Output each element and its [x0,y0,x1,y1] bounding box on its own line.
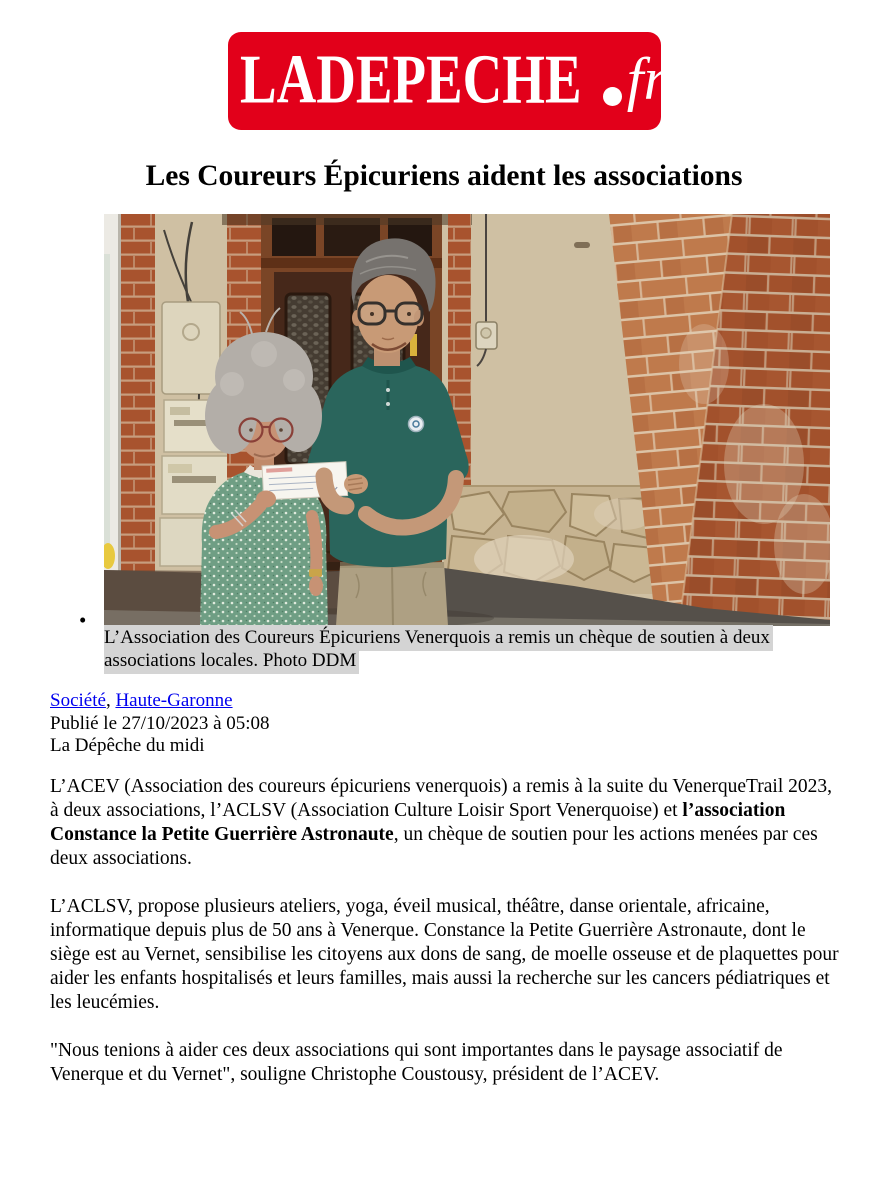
article-media [79,214,840,672]
list-bullet: • [79,608,87,632]
article-body [0,775,888,1087]
category-links [50,690,842,713]
logo-fr-suffix: fr [626,45,667,112]
source-name: La Dépêche du midi [50,735,205,756]
paragraph-2: L’ACLSV, propose plusieurs ateliers, yoga, éveil musical, théâtre, danse orientale, africaine, informatique depuis plus de 50 ans à Venerque. Constance la Petite Guerrière Astronaute, dont le siège est au Vernet, sensibilise les citoyens aux dons de sang, de moelle osseuse et de plaquettes pour aider les enfants hospitalisés et leurs familles, mais aussi la recherche sur les cancers pédiatriques et les leucémies. [50,895,839,1013]
polo-badge [409,417,424,432]
category-separator: , [105,690,116,711]
paragraph-1-bold: l’association Constance la Petite Guerrière Astronaute [50,799,786,845]
photo-caption: L’Association des Coureurs Épicuriens Venerquois a remis un chèque de soutien à deux associations locales. Photo DDM [104,625,773,674]
article-page [0,32,888,1188]
paragraph-3: "Nous tenions à aider ces deux associations qui sont importantes dans le paysage associatif de Venerque et du Vernet", souligne Christophe Coustousy, président de l’ACEV. [50,1039,783,1085]
wristwatch [309,569,322,577]
meter-box [162,302,220,394]
page-title: Les Coureurs Épicuriens aident les associations [145,160,743,192]
paragraph-1-pre: L’ACEV (Association des coureurs épicuriens venerquois) a remis à la suite du VenerqueTrail 2023, à deux associations, l’ACLSV (Association Culture Loisir Sport Venerquoise) et [50,775,832,821]
logo-text: LADEPECHE [240,42,582,119]
paragraph-1-post: , un chèque de soutien pour les actions menées par ces deux associations. [50,823,818,869]
photo-caption-block [104,626,840,672]
ladepeche-logo[interactable] [228,32,667,130]
brick-strip-left [121,214,155,626]
category-link-haute-garonne[interactable]: Haute-Garonne [115,690,233,711]
logo-dot-icon [603,87,622,106]
article-meta [50,690,842,758]
article-photo [104,214,830,626]
category-link-societe[interactable]: Société [50,690,106,711]
paragraph-1 [50,775,844,871]
publish-date: Publié le 27/10/2023 à 05:08 [50,712,270,734]
masthead [0,32,888,130]
